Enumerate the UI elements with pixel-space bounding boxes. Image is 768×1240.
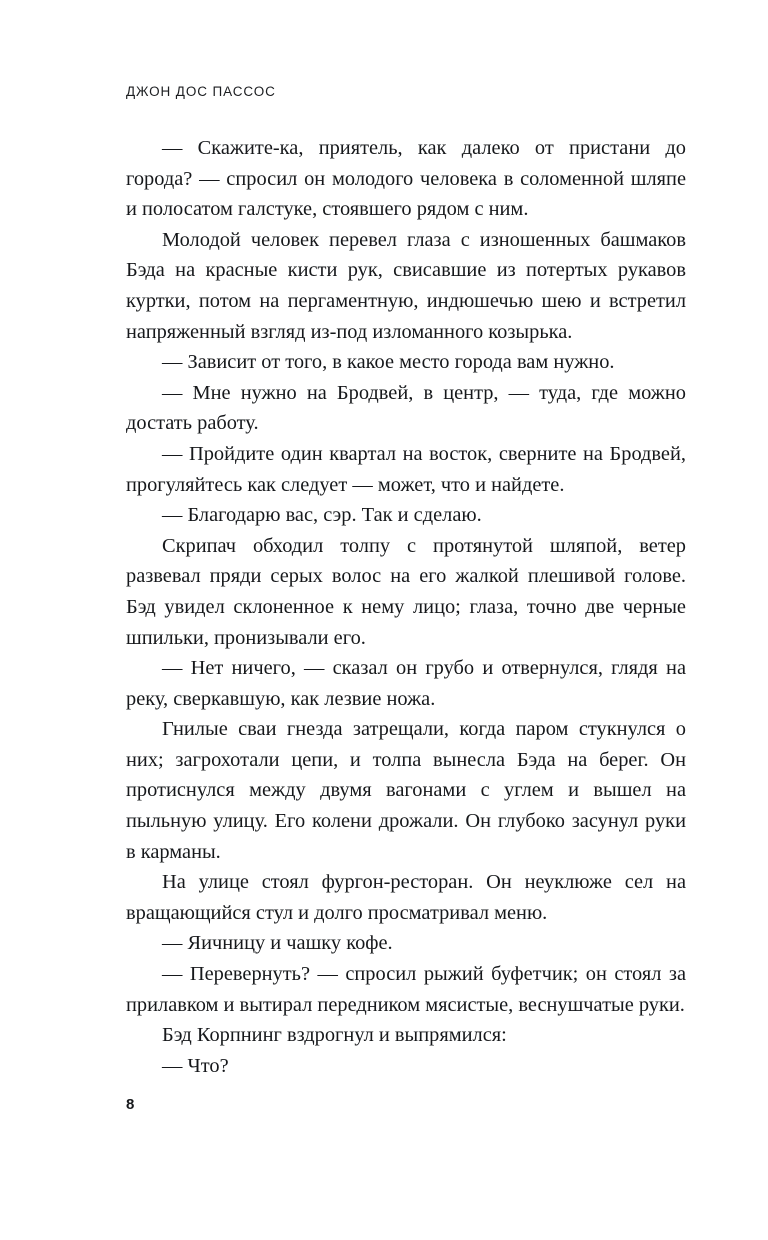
paragraph: Молодой человек перевел глаза с изношенных башмаков Бэда на красные кисти рук, свисавшие из потертых рукавов куртки, потом на пергаментную, индюшечью шею и встретил напряженный взгляд из-под изломанного козырька. [126, 228, 686, 343]
paragraph: — Скажите-ка, приятель, как далеко от пристани до города? — спросил он молодого человека в соломенной шляпе и полосатом галстуке, стоявшего рядом с ним. [126, 137, 686, 221]
page-number: 8 [126, 1096, 135, 1113]
body-text [126, 133, 686, 1081]
paragraph: Бэд Корпнинг вздрогнул и выпрямился: [162, 1024, 507, 1047]
paragraph: Скрипач обходил толпу с протянутой шляпой, ветер развевал пряди серых волос на его жалкой плешивой голове. Бэд увидел склоненное к нему лицо; глаза, точно две черные шпильки, пронизывали его. [126, 534, 686, 649]
running-head: ДЖОН ДОС ПАССОС [126, 84, 276, 99]
paragraph: — Благодарю вас, сэр. Так и сделаю. [162, 504, 482, 527]
paragraph: — Что? [162, 1054, 229, 1077]
paragraph: На улице стоял фургон-ресторан. Он неуклюже сел на вращающийся стул и долго просматривал меню. [126, 871, 686, 924]
paragraph: — Пройдите один квартал на восток, сверните на Бродвей, прогуляйтесь как следует — может, что и найдете. [126, 442, 686, 496]
paragraph: — Зависит от того, в какое место города вам нужно. [162, 351, 615, 374]
paragraph: — Нет ничего, — сказал он грубо и отвернулся, глядя на реку, сверкавшую, как лезвие ножа. [126, 657, 686, 710]
paragraph: — Перевернуть? — спросил рыжий буфетчик; он стоял за прилавком и вытирал передником мясистые, веснушчатые руки. [126, 963, 686, 1016]
page-content [126, 84, 686, 1081]
paragraph: — Мне нужно на Бродвей, в центр, — туда, где можно достать работу. [126, 381, 686, 435]
paragraph: Гнилые сваи гнезда затрещали, когда паром стукнулся о них; загрохотали цепи, и толпа вынесла Бэда на берег. Он протиснулся между двумя вагонами с углем и вышел на пыльную улицу. Его колени дрожали. Он глубоко засунул руки в карманы. [126, 718, 686, 863]
paragraph: — Яичницу и чашку кофе. [162, 932, 393, 955]
